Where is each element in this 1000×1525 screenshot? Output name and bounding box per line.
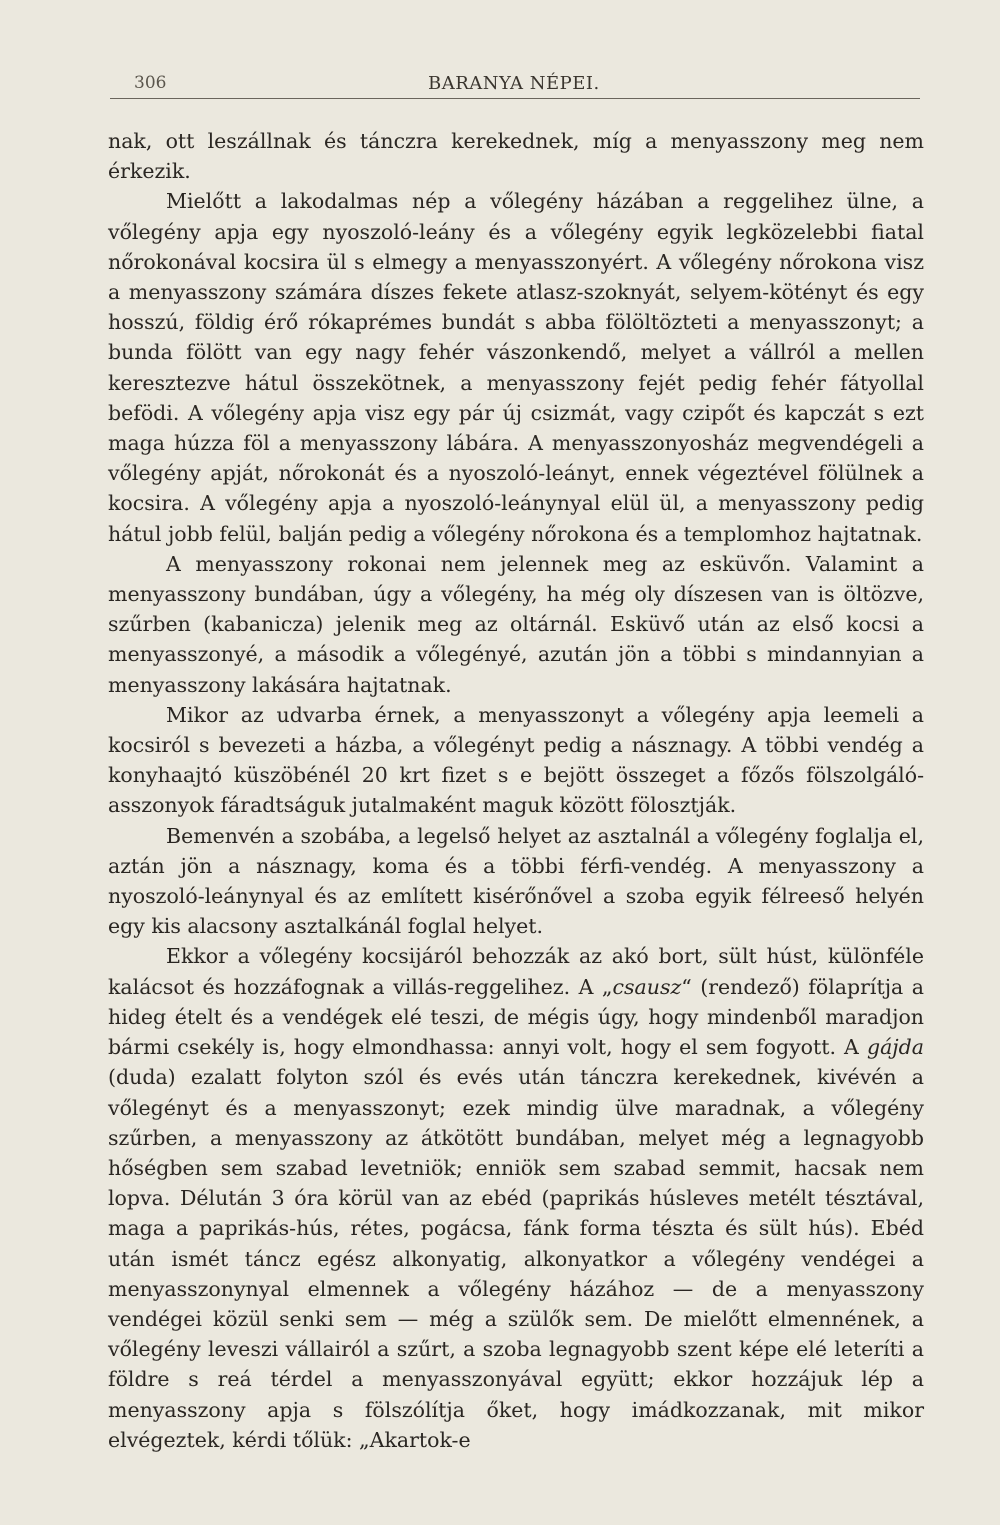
running-title: BARANYA NÉPEI. xyxy=(428,73,600,94)
paragraph-text: A menyasszony rokonai nem jelennek meg az esküvőn. Valamint a menyasszony bundában, úgy a vőlegény, ha még oly díszesen van is öltözve, szűrben (kabanicza) jelenik meg az oltárnál. Esküvő után az első kocsi a menyasszonyé, a második a vőlegényé, azután jön a többi s mindannyian a menyasszony lakására hajtatnak. xyxy=(108,551,924,697)
body-text xyxy=(108,126,924,1455)
paragraph xyxy=(108,941,924,1454)
italic-term-csausz: csausz xyxy=(612,974,682,999)
paragraph-text: Bemenvén a szobába, a legelső helyet az asztalnál a vőlegény foglalja el, aztán jön a násznagy, koma és a többi férfi-vendég. A menyasszony a nyoszoló-leánynyal és az említett kisérőnővel a szoba egyik félreeső helyén egy kis alacsony asztalkánál foglal helyet. xyxy=(108,823,924,939)
paragraph-continuation xyxy=(108,126,924,186)
paragraph-text: Ekkor a vőlegény kocsijáról behozzák az akó bort, sült húst, különféle kalácsot és hozzáfognak a villás-reggelihez. A „ xyxy=(108,944,924,999)
paragraph-text: Mielőtt a lakodalmas nép a vőlegény házában a reggelihez ülne, a vőlegény apja egy nyoszoló-leány és a vőlegény egyik legközelebbi fiatal nőrokonával kocsira ül s elmegy a menyasszonyért. A vőlegény nőrokona visz a menyasszony számára díszes fekete atlasz-szoknyát, selyem-kötényt és egy hosszú, földig érő rókaprémes bundát s abba fölöltözteti a menyasszonyt; a bunda fölött van egy nagy fehér vászonkendő, melyet a vállról a mellen keresztezve hátul összekötnek, a menyasszony fejét pedig fehér fátyollal befödi. A vőlegény apja visz egy pár új csizmát, vagy czipőt és kapczát s ezt maga húzza föl a menyasszony lábára. A menyasszonyosház megvendégeli a vőlegény apját, nőrokonát és a nyoszoló-leányt, ennek végeztével fölülnek a kocsira. A vőlegény apja a nyoszoló-leánynyal elül ül, a menyasszony pedig hátul jobb felül, balján pedig a vőlegény nőrokona és a templomhoz hajtatnak. xyxy=(108,189,924,546)
paragraph-text: nak, ott leszállnak és tánczra kerekednek, míg a menyasszony meg nem érkezik. xyxy=(108,129,924,184)
page-header xyxy=(110,68,920,99)
paragraph-text: (duda) ezalatt folyton szól és evés után tánczra kerekednek, kivévén a vőlegényt és a menyasszonyt; ezek mindig ülve maradnak, a vőlegény szűrben, a menyasszony az átkötött bundában, melyet még a legnagyobb hőségben sem szabad levetniök; enniök sem szabad semmit, hacsak nem lopva. Délután 3 óra körül van az ebéd (paprikás húsleves metélt tésztával, maga a paprikás-hús, rétes, pogácsa, fánk forma tészta és sült hús). Ebéd után ismét táncz egész alkonyatig, alkonyatkor a vőlegény vendégei a menyasszonynyal elmennek a vőlegény házához — de a menyasszony vendégei közül senki sem — még a szülők sem. De mielőtt elmennének, a vőlegény leveszi vállairól a szűrt, a szoba legnagyobb szent képe elé leteríti a földre s reá térdel a menyasszonyával együtt; ekkor hozzájuk lép a menyasszony apja s fölszólítja őket, hogy imádkozzanak, mit mikor elvégeztek, kérdi tőlük: „Akartok-e xyxy=(108,1065,924,1452)
paragraph xyxy=(108,186,924,548)
paragraph xyxy=(108,700,924,821)
paragraph-text: Mikor az udvarba érnek, a menyasszonyt a vőlegény apja leemeli a kocsiról s bevezeti a házba, a vőlegényt pedig a násznagy. A többi vendég a konyhaajtó küszöbénél 20 krt fizet s e bejött összeget a főzős fölszolgáló-asszonyok fáradtságuk jutalmaként maguk között fölosztják. xyxy=(108,702,924,818)
paragraph-text: “ (rendező) fölaprítja a hideg ételt és a vendégek elé teszi, de mégis úgy, hogy mindenből maradjon bármi csekély is, hogy elmondhassa: annyi volt, hogy el sem fogyott. A xyxy=(108,974,924,1060)
paragraph xyxy=(108,821,924,942)
paragraph xyxy=(108,549,924,700)
italic-term-gajda: gájda xyxy=(866,1035,924,1060)
page-number: 306 xyxy=(134,73,167,93)
